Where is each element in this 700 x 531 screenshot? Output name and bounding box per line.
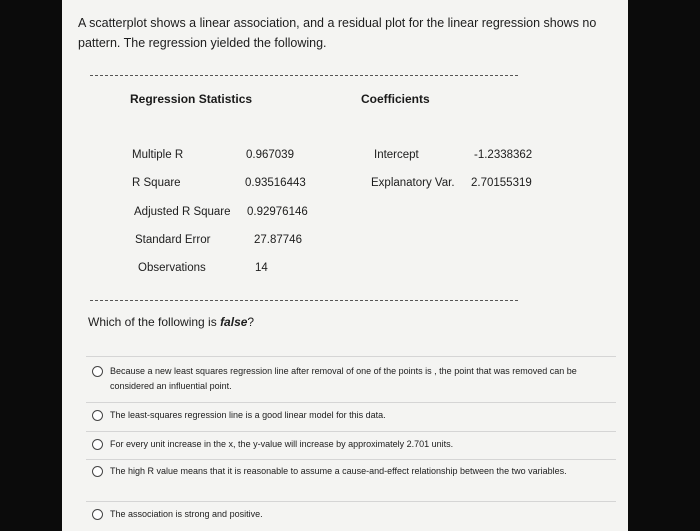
stat-value-observations: 14 — [255, 262, 268, 274]
stat-value-r-square: 0.93516443 — [245, 177, 306, 189]
coefficients-header: Coefficients — [361, 92, 430, 106]
stat-value-standard-error: 27.87746 — [254, 234, 302, 246]
stat-label-adjusted-r-square: Adjusted R Square — [134, 206, 231, 218]
stat-label-multiple-r: Multiple R — [132, 149, 184, 161]
dashed-divider-bottom — [90, 300, 518, 301]
answer-option-2-text: The least-squares regression line is a good linear model for this data. — [110, 410, 386, 420]
radio-button-icon[interactable] — [92, 509, 103, 520]
answer-option-3-text: For every unit increase in the x, the y-value will increase by approximately 2.701 units. — [110, 439, 454, 449]
answer-option-1[interactable] — [92, 364, 592, 394]
question-prefix: Which of the following is — [88, 315, 221, 329]
answer-option-2[interactable] — [92, 408, 592, 423]
radio-button-icon[interactable] — [92, 366, 103, 377]
option-separator — [86, 431, 616, 432]
question-prompt — [88, 315, 254, 329]
radio-button-icon[interactable] — [92, 439, 103, 450]
question-emphasis: false — [220, 315, 248, 329]
option-separator — [86, 501, 616, 502]
stat-value-adjusted-r-square: 0.92976146 — [247, 206, 308, 218]
stat-label-r-square: R Square — [132, 177, 181, 189]
coef-value-intercept: -1.2338362 — [474, 149, 533, 161]
radio-button-icon[interactable] — [92, 466, 103, 477]
answer-option-4-text: The high R value means that it is reasonable to assume a cause-and-effect relationship between the two variables. — [110, 466, 567, 476]
stat-label-standard-error: Standard Error — [135, 234, 211, 246]
answer-option-5[interactable] — [92, 507, 592, 522]
option-separator — [86, 402, 616, 403]
answer-option-4[interactable] — [92, 464, 592, 479]
radio-button-icon[interactable] — [92, 410, 103, 421]
option-separator — [86, 459, 616, 460]
answer-option-1-text: Because a new least squares regression line after removal of one of the points is , the point that was removed can be considered an influential point. — [110, 366, 577, 391]
dashed-divider-top — [90, 75, 518, 76]
coef-value-explanatory-var: 2.70155319 — [471, 177, 532, 189]
coef-label-explanatory-var: Explanatory Var. — [371, 177, 455, 189]
answer-option-5-text: The association is strong and positive. — [110, 509, 263, 519]
question-suffix: ? — [247, 315, 255, 329]
coef-label-intercept: Intercept — [374, 149, 419, 161]
stat-value-multiple-r: 0.967039 — [246, 149, 294, 161]
regression-statistics-header: Regression Statistics — [130, 92, 253, 106]
answer-option-3[interactable] — [92, 437, 592, 452]
problem-statement: A scatterplot shows a linear association, and a residual plot for the linear regression shows no pattern. The regression yielded the following. — [78, 16, 597, 50]
option-separator — [86, 356, 616, 357]
stat-label-observations: Observations — [138, 262, 206, 274]
